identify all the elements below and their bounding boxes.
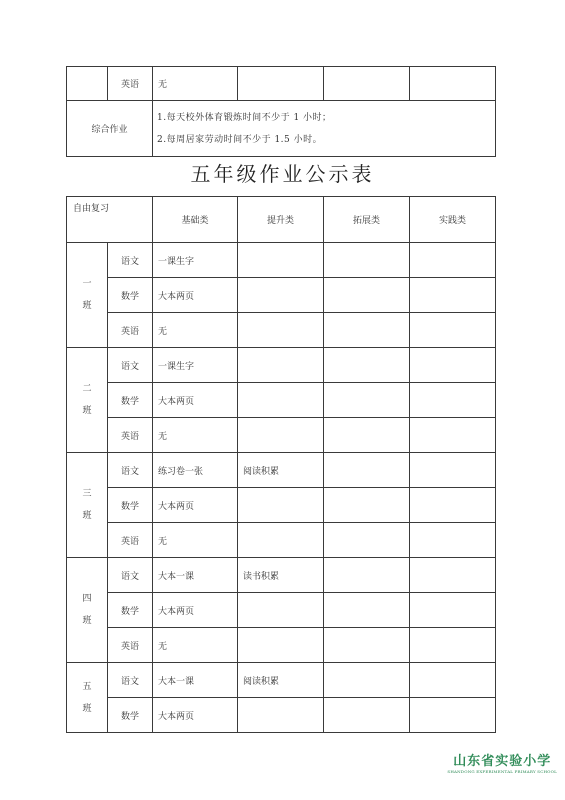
class-name-cell [67, 558, 108, 663]
header-extend: 拓展类 [324, 197, 410, 243]
improve-cell [238, 313, 324, 348]
subject-cell: 数学 [108, 698, 153, 733]
improve-cell [238, 593, 324, 628]
header-row [67, 197, 496, 243]
practice-cell [410, 523, 496, 558]
homework-table [66, 196, 496, 733]
class-name-char: 班 [82, 406, 92, 416]
subject-cell: 英语 [108, 67, 153, 101]
logo-en: SHANDONG EXPERIMENTAL PRIMARY SCHOOL [447, 769, 557, 774]
extend-cell [324, 663, 410, 698]
basic-cell: 大本两页 [153, 593, 238, 628]
extend-cell [324, 348, 410, 383]
blank-cell [67, 67, 108, 101]
extend-cell [324, 593, 410, 628]
table-row [67, 593, 496, 628]
practice-cell [410, 488, 496, 523]
subject-cell: 数学 [108, 383, 153, 418]
class-name-char: 五 [82, 681, 92, 692]
extend-cell [324, 628, 410, 663]
table-row [67, 453, 496, 488]
improve-cell [238, 698, 324, 733]
class-name-char: 二 [82, 384, 92, 394]
basic-cell: 一课生字 [153, 348, 238, 383]
practice-cell [410, 663, 496, 698]
extend-cell [324, 243, 410, 278]
logo-cn: 山东省实验小学 [453, 754, 552, 769]
improve-cell: 阅读积累 [238, 453, 324, 488]
extend-cell [324, 488, 410, 523]
summary-label: 综合作业 [67, 101, 153, 157]
table-row [67, 523, 496, 558]
subject-cell: 英语 [108, 313, 153, 348]
extend-cell [324, 453, 410, 488]
class-name-char: 三 [82, 489, 92, 499]
improve-cell [238, 523, 324, 558]
improve-cell [238, 243, 324, 278]
basic-cell: 大本一课 [153, 663, 238, 698]
extend-cell [324, 523, 410, 558]
basic-cell: 无 [153, 523, 238, 558]
practice-cell [410, 628, 496, 663]
class-name-cell [67, 348, 108, 453]
top-table [66, 66, 496, 157]
practice-cell [410, 278, 496, 313]
basic-cell: 大本两页 [153, 383, 238, 418]
table-row [67, 698, 496, 733]
table-row [67, 278, 496, 313]
extend-cell [324, 558, 410, 593]
basic-cell: 练习卷一张 [153, 453, 238, 488]
basic-cell: 无 [153, 628, 238, 663]
improve-cell [238, 418, 324, 453]
summary-row [67, 101, 496, 157]
subject-cell: 数学 [108, 278, 153, 313]
table-row [67, 313, 496, 348]
class-name-char: 班 [82, 301, 92, 311]
extend-cell [324, 383, 410, 418]
improve-cell: 读书积累 [238, 558, 324, 593]
extend-cell [324, 313, 410, 348]
table-row [67, 418, 496, 453]
class-name-cell [67, 243, 108, 348]
header-improve: 提升类 [238, 197, 324, 243]
subject-cell: 语文 [108, 348, 153, 383]
blank-cell [410, 67, 496, 101]
extend-cell [324, 418, 410, 453]
header-basic: 基础类 [153, 197, 238, 243]
subject-cell: 英语 [108, 523, 153, 558]
subject-cell: 英语 [108, 418, 153, 453]
table-row [67, 488, 496, 523]
improve-cell [238, 488, 324, 523]
class-name-char: 一 [82, 279, 92, 289]
improve-cell: 阅读积累 [238, 663, 324, 698]
practice-cell [410, 593, 496, 628]
page-title: 五年级作业公示表 [190, 162, 375, 186]
practice-cell [410, 418, 496, 453]
subject-cell: 语文 [108, 558, 153, 593]
practice-cell [410, 453, 496, 488]
basic-cell: 无 [153, 67, 238, 101]
table-row [67, 67, 496, 101]
table-row [67, 383, 496, 418]
class-name-char: 四 [82, 594, 92, 604]
basic-cell: 无 [153, 418, 238, 453]
improve-cell [238, 348, 324, 383]
subject-cell: 英语 [108, 628, 153, 663]
practice-cell [410, 383, 496, 418]
subject-cell: 数学 [108, 593, 153, 628]
blank-cell [238, 67, 324, 101]
table-row [67, 348, 496, 383]
table-row [67, 558, 496, 593]
blank-cell [324, 67, 410, 101]
improve-cell [238, 383, 324, 418]
table-row [67, 243, 496, 278]
practice-cell [410, 313, 496, 348]
basic-cell: 大本两页 [153, 278, 238, 313]
practice-cell [410, 348, 496, 383]
table-body [67, 243, 496, 733]
class-name-cell [67, 453, 108, 558]
subject-cell: 语文 [108, 453, 153, 488]
subject-cell: 数学 [108, 488, 153, 523]
class-name-cell [67, 663, 108, 733]
table-row [67, 628, 496, 663]
subject-cell: 语文 [108, 243, 153, 278]
note-line: 1.每天校外体育锻炼时间不少于 1 小时； [157, 112, 332, 123]
class-name-char: 班 [82, 511, 92, 521]
practice-cell [410, 558, 496, 593]
basic-cell: 无 [153, 313, 238, 348]
table-row [67, 663, 496, 698]
basic-cell: 大本两页 [153, 698, 238, 733]
improve-cell [238, 628, 324, 663]
school-logo [447, 750, 557, 774]
header-free-review: 自由复习 [67, 197, 153, 243]
subject-cell: 语文 [108, 663, 153, 698]
class-name-char: 班 [82, 616, 92, 626]
header-practice: 实践类 [410, 197, 496, 243]
improve-cell [238, 278, 324, 313]
class-name-char: 班 [82, 703, 92, 714]
practice-cell [410, 243, 496, 278]
note-line: 2.每周居家劳动时间不少于 1.5 小时。 [157, 134, 323, 145]
basic-cell: 大本一课 [153, 558, 238, 593]
basic-cell: 大本两页 [153, 488, 238, 523]
practice-cell [410, 698, 496, 733]
basic-cell: 一课生字 [153, 243, 238, 278]
summary-notes [153, 101, 496, 157]
extend-cell [324, 278, 410, 313]
extend-cell [324, 698, 410, 733]
